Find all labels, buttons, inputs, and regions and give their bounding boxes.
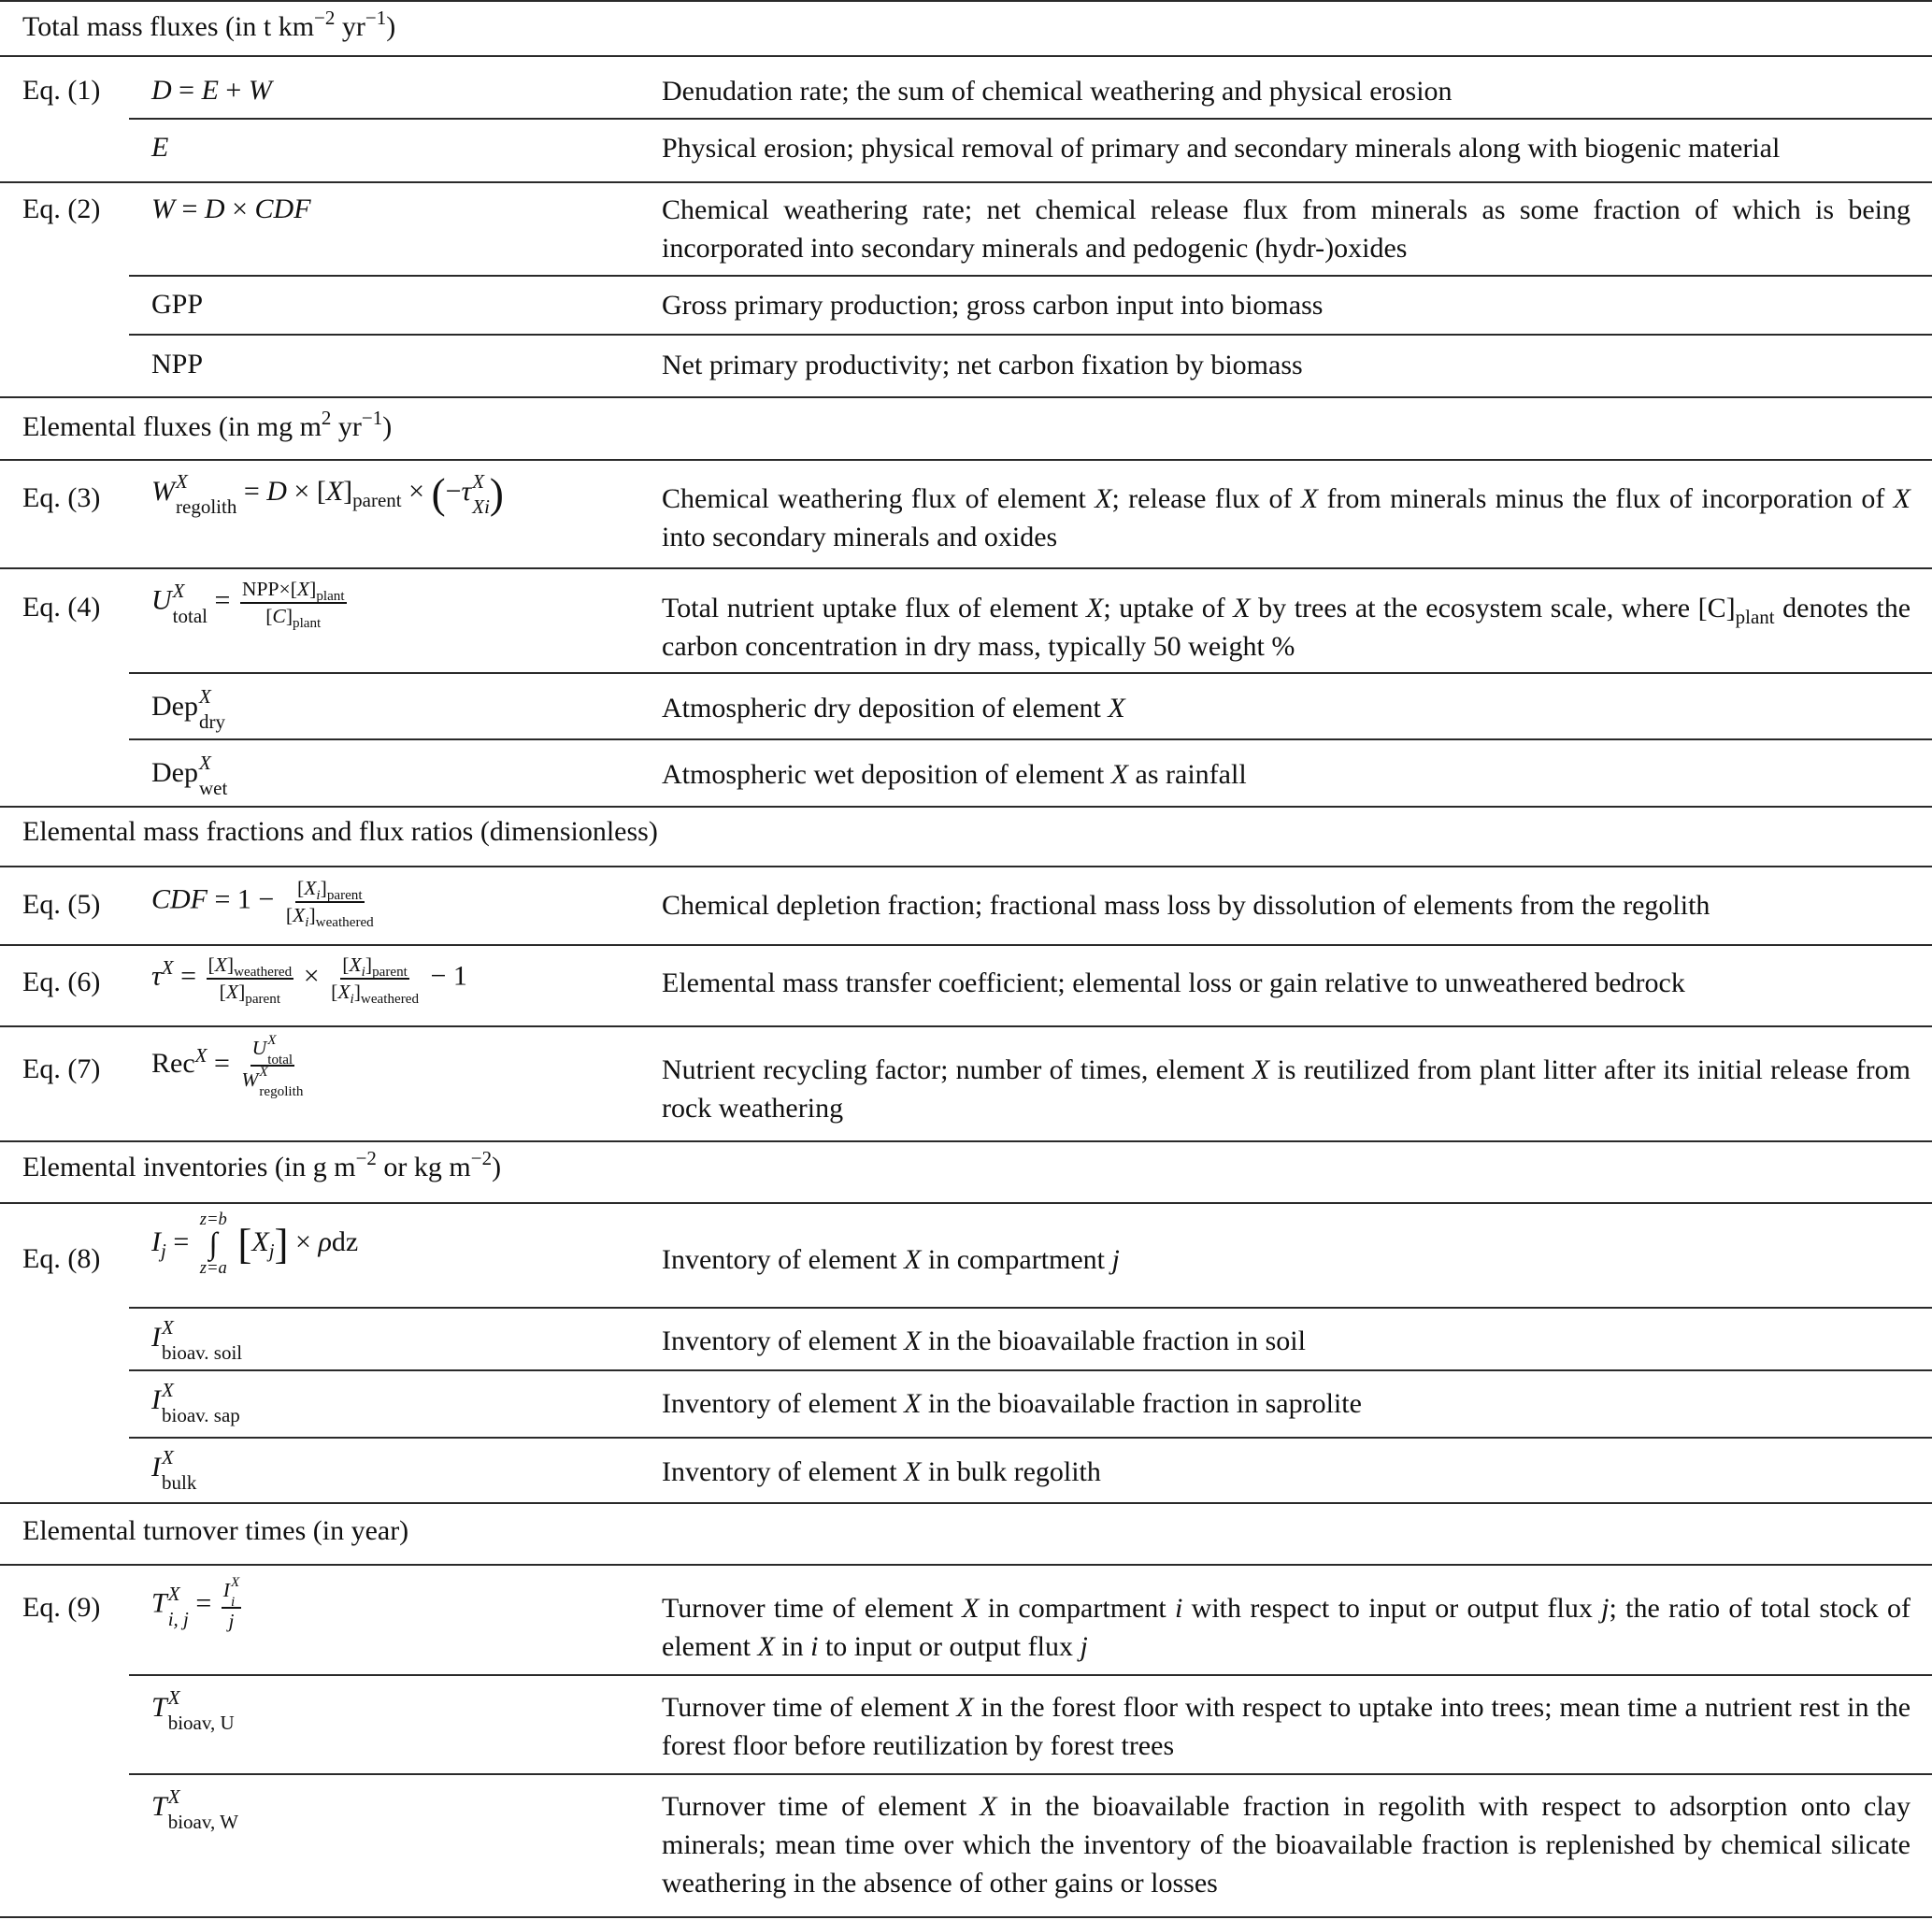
- description: Elemental mass transfer coefficient; elemental loss or gain relative to unweathered bedrock: [662, 967, 1685, 998]
- section-header-turnover-times: Elemental turnover times (in year): [22, 1515, 409, 1546]
- description: Net primary productivity; net carbon fixation by biomass: [662, 350, 1303, 380]
- rule: [0, 1202, 1932, 1204]
- description: Chemical weathering flux of element X; release flux of X from minerals minus the flux of incorporation of X into secondary minerals and oxides: [662, 483, 1911, 552]
- rule: [129, 738, 1932, 740]
- description: Denudation rate; the sum of chemical weathering and physical erosion: [662, 76, 1453, 107]
- equation-number: Eq. (9): [22, 1592, 101, 1623]
- description: Physical erosion; physical removal of primary and secondary minerals along with biogenic material: [662, 133, 1781, 164]
- rule: [129, 1369, 1932, 1371]
- equation-uptake-flux: U X total = $\frac{NPP\times[X]_{plant}}{[C]_{plant}}$: [151, 578, 345, 632]
- description: Inventory of element X in the bioavailable fraction in soil: [662, 1325, 1306, 1356]
- description: Inventory of element X in the bioavailable fraction in saprolite: [662, 1388, 1362, 1419]
- description: Inventory of element X in bulk regolith: [662, 1456, 1101, 1487]
- section-header-elemental-fluxes: Elemental fluxes (in mg $m^2$ $yr^{-1}$): [22, 407, 393, 442]
- rule-bottom: [0, 1916, 1932, 1918]
- equation-number: Eq. (6): [22, 967, 101, 997]
- equation-number: Eq. (4): [22, 592, 101, 623]
- equation-weathering-flux: W X regolith = $D \times [X]_{parent} \times (-\tau$ X Xi ): [151, 470, 504, 518]
- rule: [0, 1502, 1932, 1504]
- rule: [129, 334, 1932, 336]
- description: Gross primary production; gross carbon input into biomass: [662, 290, 1324, 321]
- equation-weathering-rate: W = D × CDF: [151, 193, 311, 224]
- description: Chemical weathering rate; net chemical release flux from minerals as some fraction of which is being incorporated into secondary minerals and pedogenic (hydr-)oxides: [662, 194, 1911, 264]
- symbol-npp: NPP: [151, 349, 204, 380]
- symbol-turnover-bioav-uptake: T X bioav, U: [151, 1686, 235, 1734]
- symbol-inventory-bioav-soil: I X bioav. soil: [151, 1316, 243, 1364]
- rule: [0, 396, 1932, 398]
- section-header-inventories: Elemental inventories (in g $m^{-2}$ or kg $m^{-2}$): [22, 1147, 502, 1182]
- rule: [129, 275, 1932, 277]
- rule-top: [0, 0, 1932, 2]
- equation-number: Eq. (7): [22, 1053, 101, 1084]
- symbol-wet-deposition: Dep X wet: [151, 752, 228, 799]
- rule: [0, 181, 1932, 183]
- rule: [0, 567, 1932, 569]
- description: Turnover time of element X in the forest floor with respect to uptake into trees; mean time a nutrient rest in the forest floor before reutilization by forest trees: [662, 1692, 1911, 1761]
- description: Atmospheric dry deposition of element X: [662, 693, 1125, 724]
- rule: [129, 1773, 1932, 1775]
- section-header-total-mass-fluxes: Total mass fluxes (in t $km^{-2}$ $yr^{-1}$): [22, 7, 396, 42]
- rule: [129, 672, 1932, 674]
- symbol-inventory-bioav-sap: I X bioav. sap: [151, 1379, 240, 1426]
- equation-number: Eq. (2): [22, 193, 101, 224]
- equation-number: Eq. (8): [22, 1243, 101, 1274]
- rule: [129, 1437, 1932, 1439]
- description: Total nutrient uptake flux of element X; uptake of X by trees at the ecosystem scale, where $[C]_{plant}$ denotes the carbon concentration in dry mass, typically 50 weight %: [662, 593, 1911, 662]
- equation-cdf: CDF = 1 − $\frac{[X_i]_{parent}}{[X_i]_{weathered}}$: [151, 877, 374, 931]
- description: Inventory of element X in compartment j: [662, 1244, 1120, 1275]
- equation-tau: $\tau^X$ = $\frac{[X]_{weathered}}{[X]_{parent}}$ × $\frac{[X_i]_{parent}}{[X_i]_{weathered}}$ − 1: [151, 953, 467, 1008]
- rule: [0, 806, 1932, 808]
- rule: [0, 944, 1932, 946]
- description: Turnover time of element X in the bioavailable fraction in regolith with respect to adsorption onto clay minerals; mean time over which the inventory of the bioavailable fraction is replenished by chemical silicate weathering in the absence of other gains or losses: [662, 1791, 1911, 1899]
- rule: [129, 1674, 1932, 1676]
- equation-recycling: Rec$^X$ = U X total W X regolith: [151, 1033, 304, 1100]
- equation-denudation: D = E + W: [151, 75, 272, 106]
- symbol-erosion: E: [151, 132, 169, 163]
- rule: [0, 459, 1932, 461]
- equation-number: Eq. (5): [22, 889, 101, 920]
- equation-number: Eq. (3): [22, 482, 101, 513]
- description: Atmospheric wet deposition of element X as rainfall: [662, 759, 1247, 790]
- rule: [0, 1564, 1932, 1566]
- description: Nutrient recycling factor; number of times, element X is reutilized from plant litter after its initial release from rock weathering: [662, 1054, 1911, 1124]
- description: Chemical depletion fraction; fractional mass loss by dissolution of elements from the regolith: [662, 890, 1710, 921]
- description: Turnover time of element X in compartment i with respect to input or output flux j; the ratio of total stock of element X in i to input or output flux j: [662, 1593, 1911, 1662]
- symbol-turnover-bioav-weathering: T X bioav, W: [151, 1785, 238, 1833]
- symbol-inventory-bulk: I X bulk: [151, 1446, 197, 1494]
- rule: [0, 1025, 1932, 1027]
- rule: [0, 55, 1932, 57]
- equation-inventory: $I_j$ = z=b ∫ z=a $[X_j] \times \rho dz$: [151, 1210, 359, 1278]
- rule: [129, 1307, 1932, 1309]
- rule: [0, 866, 1932, 867]
- section-header-mass-fractions: Elemental mass fractions and flux ratios (dimensionless): [22, 816, 658, 847]
- rule: [129, 118, 1932, 120]
- symbol-gpp: GPP: [151, 289, 204, 320]
- rule: [0, 1140, 1932, 1142]
- equation-turnover-time: T X i, j = I X i j: [151, 1575, 240, 1633]
- equation-number: Eq. (1): [22, 75, 101, 106]
- symbol-dry-deposition: Dep X dry: [151, 685, 225, 733]
